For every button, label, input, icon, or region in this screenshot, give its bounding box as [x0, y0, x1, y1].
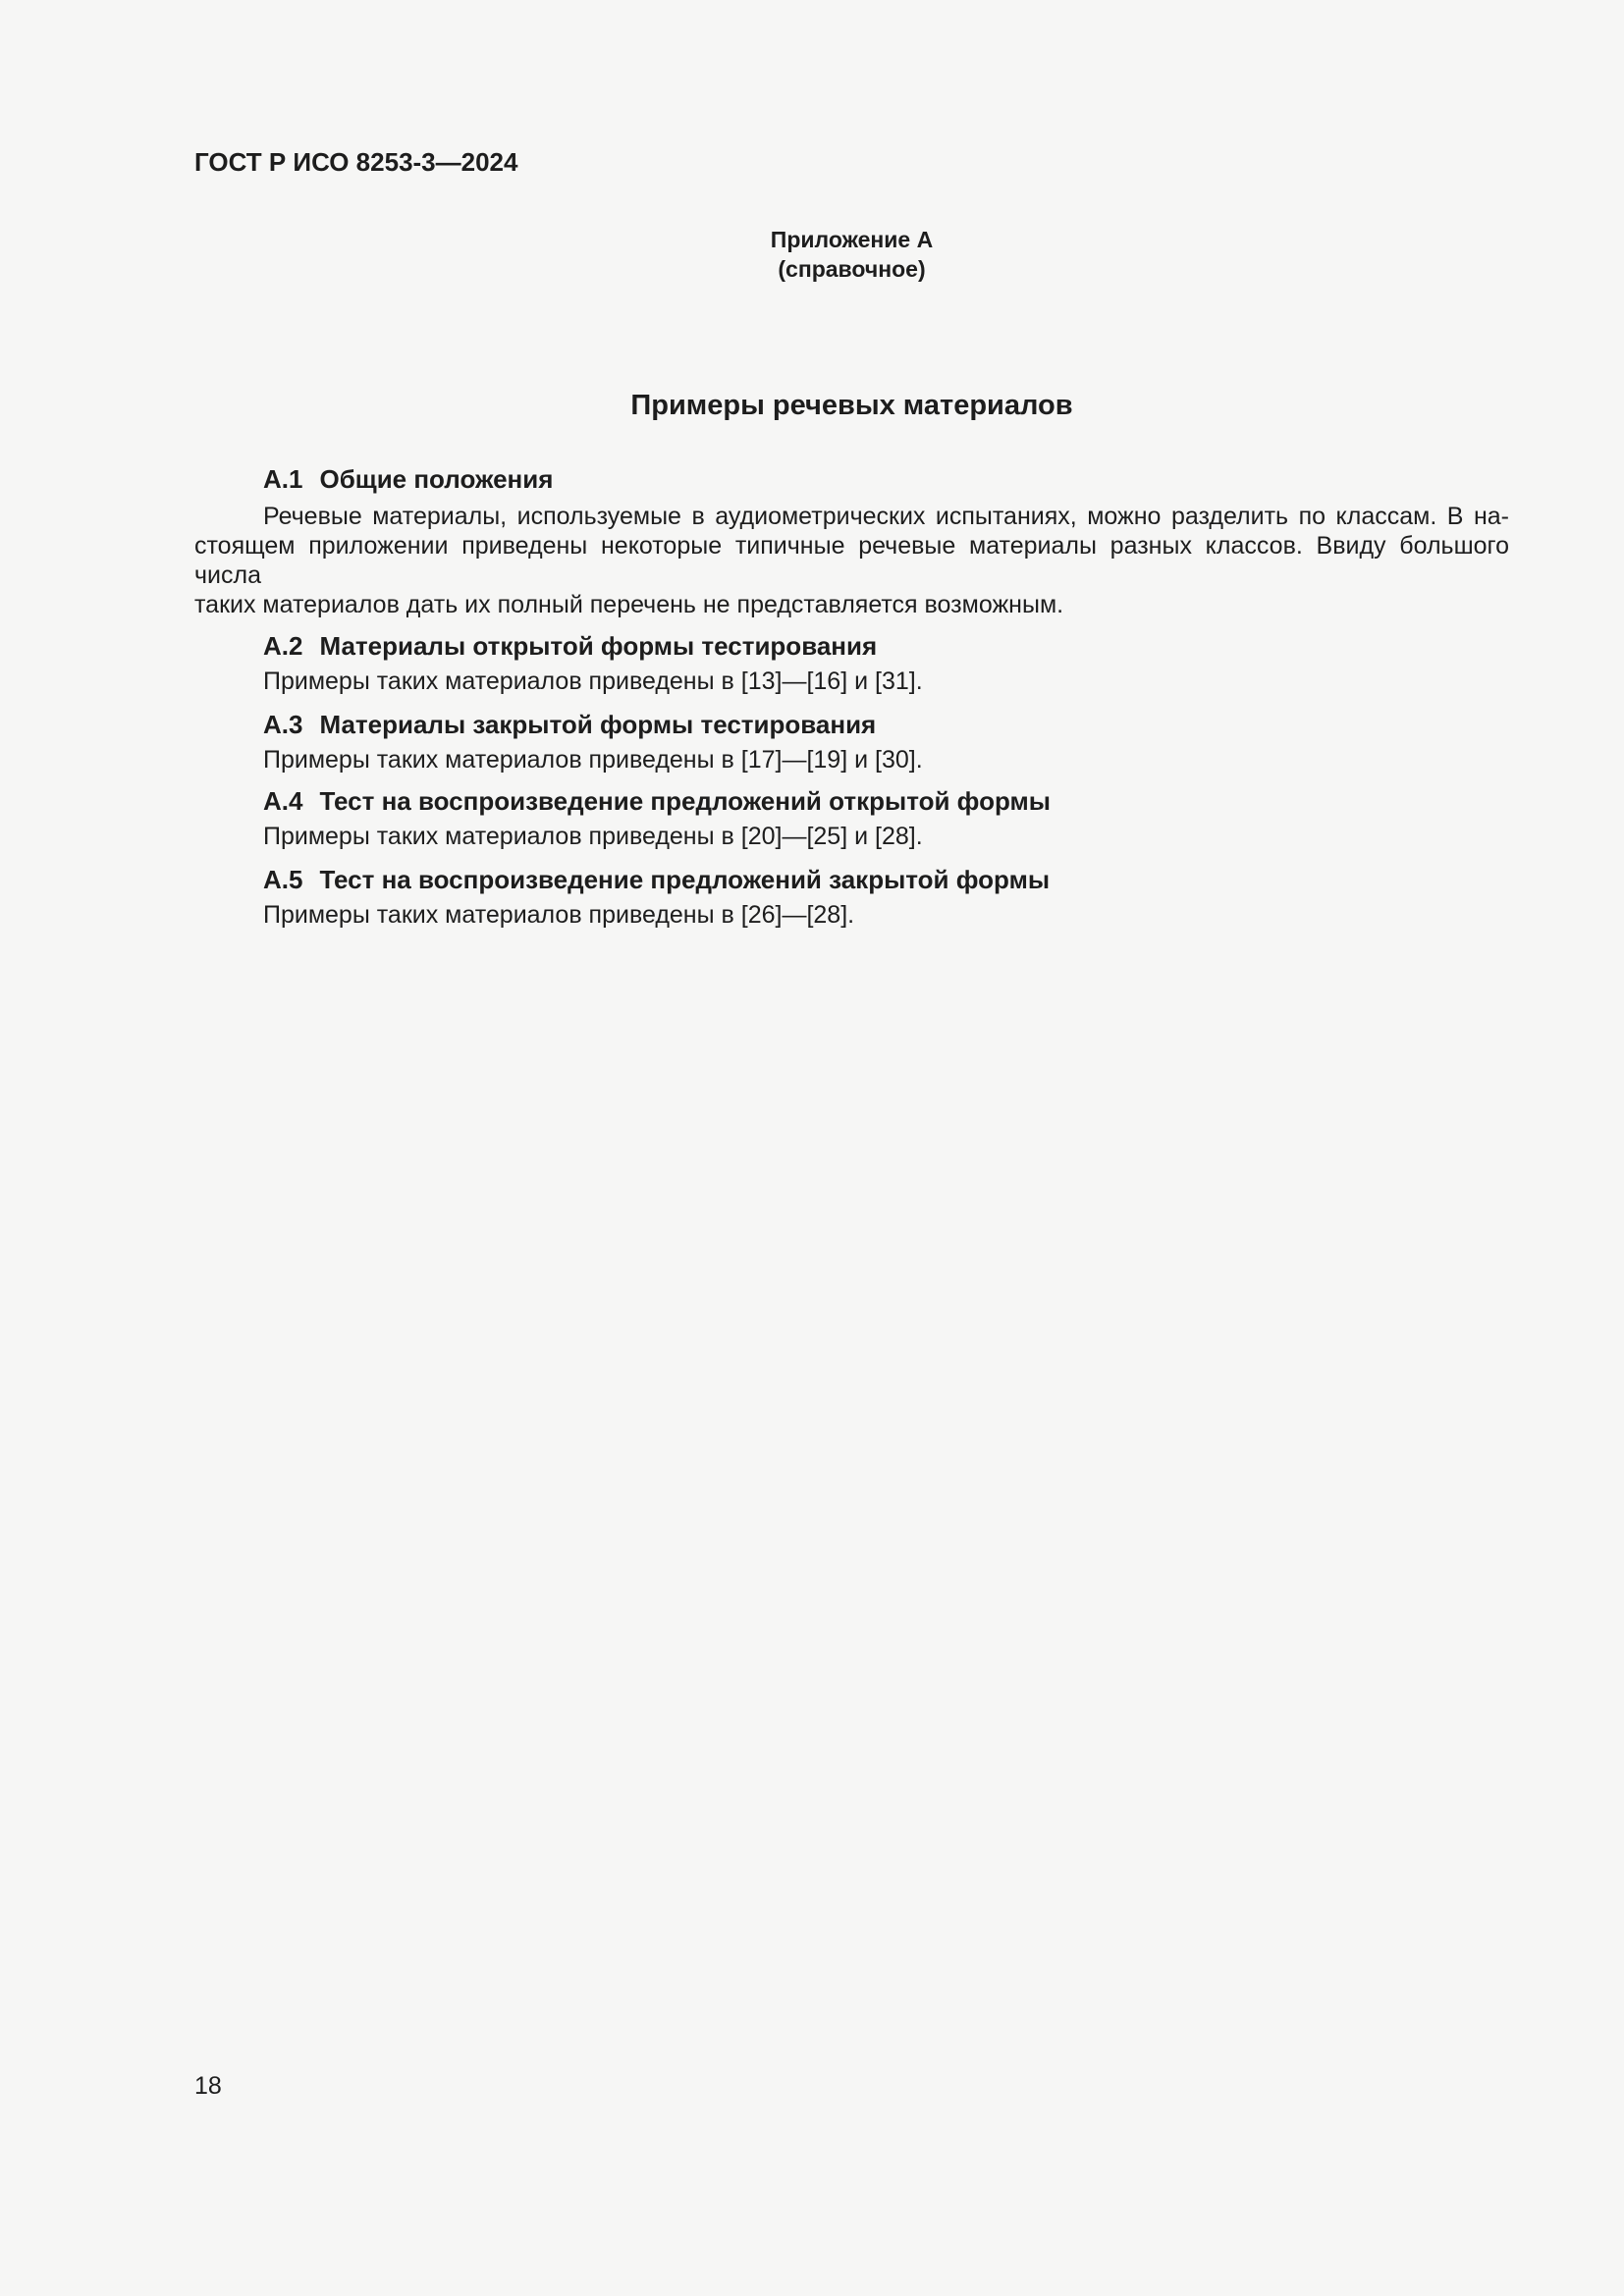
standard-code-header: ГОСТ Р ИСО 8253-3—2024	[194, 147, 518, 177]
paragraph-line: стоящем приложении приведены некоторые типичные речевые материалы разных классов. Ввиду большого числа	[194, 532, 1509, 589]
section-number: А.4	[263, 786, 303, 816]
section-heading	[194, 710, 1509, 739]
section-heading-text: Материалы закрытой формы тестирования	[319, 710, 877, 739]
section-heading-text: Тест на воспроизведение предложений закрытой формы	[319, 865, 1051, 894]
section-a5	[194, 865, 1509, 930]
section-heading-text: Тест на воспроизведение предложений открытой формы	[319, 786, 1051, 816]
section-number: А.1	[263, 464, 303, 494]
section-a3	[194, 710, 1509, 774]
paragraph-line: Речевые материалы, используемые в аудиометрических испытаниях, можно разделить по классам. В на-	[263, 503, 1509, 530]
section-heading	[194, 865, 1509, 894]
appendix-label: Приложение А	[770, 227, 934, 252]
section-number: А.5	[263, 865, 303, 894]
page-content	[194, 0, 1509, 930]
appendix-kind-label: (справочное)	[778, 256, 926, 282]
section-a4	[194, 786, 1509, 851]
page-number: 18	[194, 2072, 222, 2100]
section-a2	[194, 631, 1509, 696]
paragraph-line: таких материалов дать их полный перечень не представляется возможным.	[194, 591, 1064, 618]
section-heading	[194, 464, 1509, 494]
section-number: А.3	[263, 710, 303, 739]
paragraph-line: Примеры таких материалов приведены в [26]—[28].	[263, 901, 855, 929]
section-heading	[194, 786, 1509, 816]
section-a1	[194, 464, 1509, 619]
appendix-title: Примеры речевых материалов	[630, 390, 1073, 421]
paragraph-line: Примеры таких материалов приведены в [17]—[19] и [30].	[263, 746, 923, 774]
section-heading	[194, 631, 1509, 661]
section-heading-text: Материалы открытой формы тестирования	[319, 631, 878, 661]
section-number: А.2	[263, 631, 303, 661]
section-heading-text: Общие положения	[319, 464, 554, 494]
paragraph-line: Примеры таких материалов приведены в [20]—[25] и [28].	[263, 823, 923, 850]
paragraph-line: Примеры таких материалов приведены в [13]—[16] и [31].	[263, 667, 923, 695]
appendix-heading-block	[194, 225, 1509, 284]
